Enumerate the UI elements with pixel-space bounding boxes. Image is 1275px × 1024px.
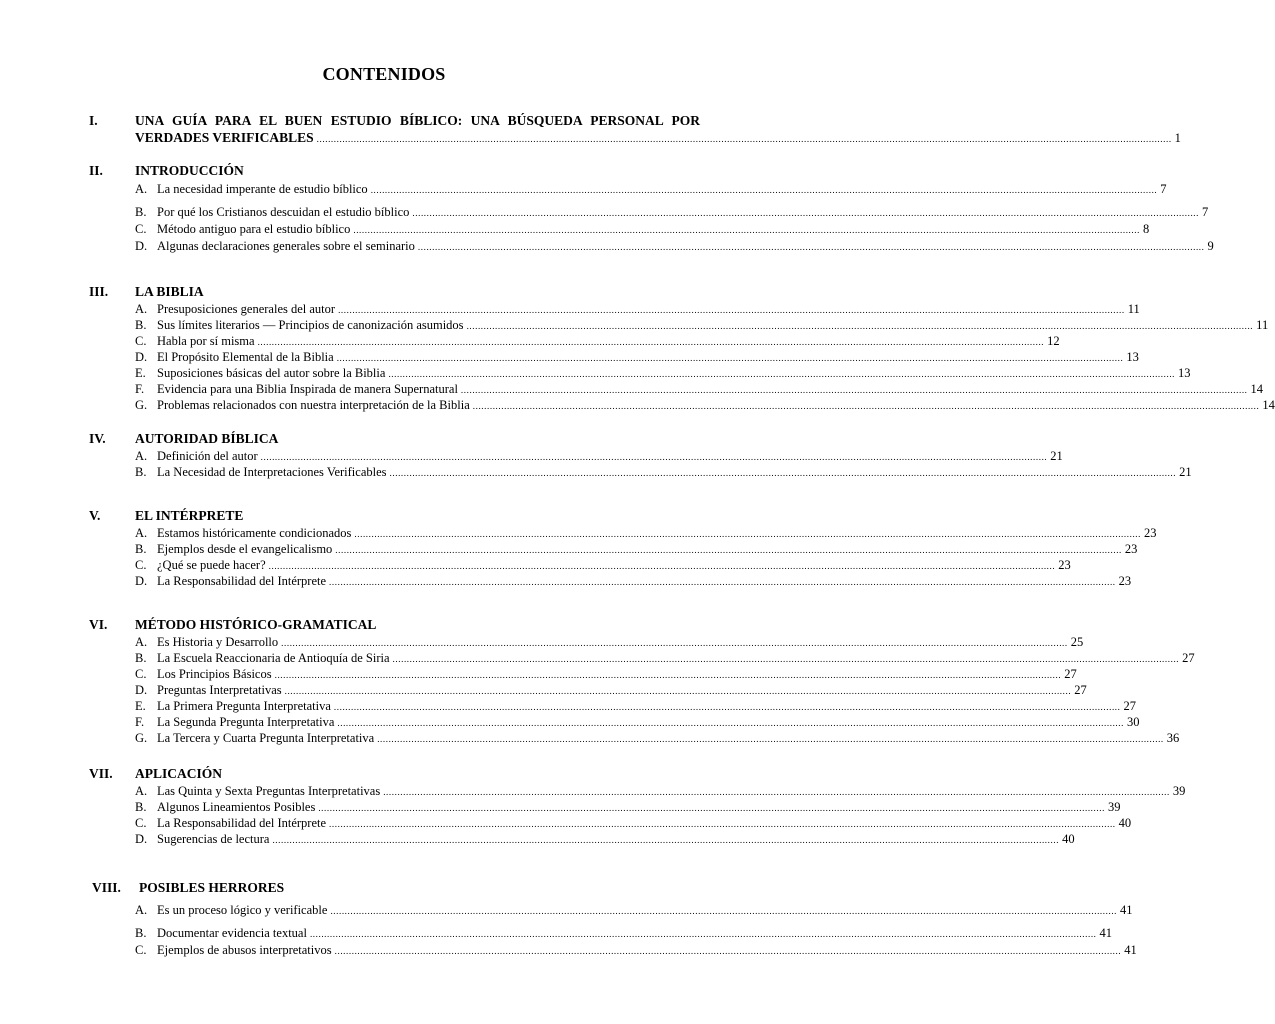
page-number: 13 [1126,350,1139,364]
page-number: 23 [1124,542,1138,556]
entry-text: Ejemplos de abusos interpretativos [157,943,332,957]
entry-text: Por qué los Cristianos descuidan el estudio bíblico [157,205,410,219]
entry-letter: A. [135,449,148,463]
entry-text: Documentar evidencia textual [157,926,307,940]
entry-text: Presuposiciones generales del autor [157,302,336,316]
entry-letter: D. [135,683,148,697]
page-number: 27 [1123,699,1136,713]
page-number: 36 [1166,731,1180,745]
entry-text: El Propósito Elemental de la Biblia [157,350,334,364]
entry-text: ¿Qué se puede hacer? [157,558,266,572]
page-number: 40 [1062,832,1075,846]
page-number: 27 [1074,683,1087,697]
entry-letter: E. [135,699,146,713]
toc-entry[interactable] [135,365,1191,381]
toc-entry[interactable] [135,181,1167,197]
entry-letter: C. [135,558,147,572]
entry-letter: F. [135,715,145,729]
entry-letter: C. [135,816,147,830]
page-number: 23 [1058,558,1071,572]
section-numeral: IV. [89,431,106,446]
entry-text: Método antiguo para el estudio bíblico [157,222,351,236]
page-number: 7 [1202,205,1209,219]
toc-entry[interactable] [135,204,1209,220]
section-numeral: I. [89,113,98,128]
page-number: 27 [1182,651,1195,665]
page-number: 14 [1250,382,1264,396]
toc-entry[interactable] [135,381,1264,397]
toc-entry[interactable] [135,942,1137,958]
entry-letter: E. [135,366,146,380]
entry-text: Sus límites literarios — Principios de canonización asumidos [157,318,464,332]
section-title-line-2: VERDADES VERIFICABLES [135,130,314,145]
toc-entry[interactable] [135,557,1071,573]
toc-entry[interactable] [135,397,1275,413]
page-number: 9 [1207,239,1214,253]
entry-text: Sugerencias de lectura [157,832,270,846]
page-number: 39 [1172,784,1186,798]
entry-text: Es Historia y Desarrollo [157,635,279,649]
section-title-line-1: UNA GUÍA PARA EL BUEN ESTUDIO BÍBLICO: UNA BÚSQUEDA PERSONAL POR [135,113,700,128]
dot-leader [275,667,1062,683]
entry-text: La Tercera y Cuarta Pregunta Interpretativa [157,731,375,745]
entry-letter: C. [135,222,147,236]
toc-entry[interactable] [135,650,1195,666]
section-numeral: VI. [89,617,108,632]
page-number: 1 [1174,131,1181,145]
entry-text: Definición del autor [157,449,258,463]
entry-text: Ejemplos desde el evangelicalismo [157,542,333,556]
page-number: 30 [1126,715,1140,729]
dot-leader [383,784,1170,800]
page-number: 41 [1124,943,1137,957]
dot-leader: ............................................................................................................................................................................................................................................................................................................ [316,134,1172,144]
entry-letter: B. [135,318,147,332]
toc-entry[interactable] [135,221,1150,237]
entry-text: La Escuela Reaccionaria de Antioquía de Siria [157,651,390,665]
dot-leader [393,651,1180,667]
page-number: 12 [1047,334,1060,348]
toc-entry[interactable] [135,925,1113,941]
entry-letter: A. [135,903,148,917]
entry-letter: C. [135,667,147,681]
dot-leader [329,816,1116,832]
dot-leader [330,903,1117,919]
entry-text: Suposiciones básicas del autor sobre la Biblia [157,366,386,380]
section-title: POSIBLES HERRORES [139,880,285,895]
entry-text: Los Principios Básicos [157,667,272,681]
dot-leader [285,683,1072,699]
page-number: 14 [1262,398,1275,412]
page-number: 13 [1178,366,1191,380]
entry-letter: A. [135,784,148,798]
page-number: 27 [1064,667,1077,681]
dot-leader [272,832,1059,848]
toc-entry[interactable] [135,634,1084,650]
toc-entry[interactable] [135,448,1063,464]
section-title: LA BIBLIA [135,284,204,299]
entry-letter: A. [135,302,148,316]
toc-entry[interactable] [135,783,1186,799]
entry-text: Estamos históricamente condicionados [157,526,352,540]
dot-leader [371,182,1158,198]
section-title: EL INTÉRPRETE [135,508,244,523]
page-number: 41 [1120,903,1133,917]
toc-entry[interactable] [135,682,1087,698]
entry-text: La Necesidad de Interpretaciones Verificables [157,465,387,479]
page-number: 23 [1118,574,1132,588]
toc-entry[interactable] [135,698,1136,714]
toc-entry[interactable] [135,573,1132,589]
entry-text: La Primera Pregunta Interpretativa [157,699,331,713]
toc-entry[interactable] [135,317,1269,333]
page-number: 41 [1099,926,1113,940]
section-numeral: VII. [89,766,113,781]
section-title: MÉTODO HISTÓRICO-GRAMATICAL [135,617,377,632]
toc-entry[interactable] [135,902,1133,918]
dot-leader [418,239,1205,255]
section-title: APLICACIÓN [135,766,223,781]
toc-entry[interactable] [135,464,1192,480]
dot-leader [412,205,1199,221]
section-numeral: III. [89,284,109,299]
toc-entry[interactable] [135,525,1157,541]
dot-leader [335,542,1122,558]
entry-text: Es un proceso lógico y verificable [157,903,328,917]
dot-leader [377,731,1164,747]
section-title-line-2-row[interactable] [135,130,1181,146]
entry-text: Preguntas Interpretativas [157,683,282,697]
page-number: 21 [1179,465,1192,479]
section-numeral: V. [89,508,101,523]
page-number: 8 [1142,222,1150,236]
entry-text: Algunas declaraciones generales sobre el seminario [157,239,415,253]
dot-leader [318,800,1105,816]
dot-leader [461,382,1248,398]
entry-letter: F. [135,382,145,396]
dot-leader [338,302,1125,318]
page-number: 21 [1050,449,1063,463]
dot-leader [337,715,1124,731]
toc-entry[interactable] [135,541,1138,557]
toc-entry[interactable] [135,666,1077,682]
dot-leader [353,222,1140,238]
entry-letter: B. [135,926,147,940]
toc-entry[interactable] [135,799,1121,815]
dot-leader [269,558,1056,574]
page-number: 23 [1144,526,1157,540]
entry-letter: A. [135,182,148,196]
page-number: 40 [1118,816,1132,830]
toc-entry[interactable] [135,714,1140,730]
dot-leader [258,334,1045,350]
toc-entry[interactable] [135,831,1075,847]
dot-leader [261,449,1048,465]
dot-leader [334,699,1121,715]
entry-text: Las Quinta y Sexta Preguntas Interpretativas [157,784,381,798]
entry-letter: A. [135,635,148,649]
page-number: 39 [1107,800,1121,814]
entry-letter: C. [135,334,147,348]
entry-letter: D. [135,574,148,588]
entry-letter: G. [135,398,148,412]
entry-letter: G. [135,731,148,745]
page-number: 11 [1127,302,1140,316]
dot-leader [281,635,1068,651]
section-title: AUTORIDAD BÍBLICA [135,431,279,446]
toc-entry[interactable] [135,349,1139,365]
entry-letter: B. [135,651,147,665]
page-number: 11 [1256,318,1269,332]
page-number: 7 [1160,182,1167,196]
entry-text: Algunos Lineamientos Posibles [157,800,316,814]
entry-letter: A. [135,526,148,540]
dot-leader [335,943,1122,959]
entry-text: La Segunda Pregunta Interpretativa [157,715,335,729]
section-numeral: VIII. [92,880,121,895]
dot-leader [329,574,1116,590]
section-numeral: II. [89,163,103,178]
dot-leader [390,465,1177,481]
entry-text: Problemas relacionados con nuestra interpretación de la Biblia [157,398,470,412]
dot-leader [467,318,1254,334]
toc-entry[interactable] [135,730,1180,746]
dot-leader [354,526,1141,542]
entry-letter: B. [135,205,147,219]
entry-letter: D. [135,350,148,364]
entry-letter: C. [135,943,147,957]
toc-entry[interactable] [135,301,1140,317]
entry-text: Evidencia para una Biblia Inspirada de manera Supernatural [157,382,458,396]
entry-text: La necesidad imperante de estudio bíblico [157,182,368,196]
entry-text: Habla por sí misma [157,334,255,348]
dot-leader [310,926,1097,942]
entry-letter: B. [135,465,147,479]
toc-entry[interactable] [135,238,1214,254]
section-title: INTRODUCCIÓN [135,163,244,178]
entry-letter: B. [135,800,147,814]
entry-letter: B. [135,542,147,556]
dot-leader [473,398,1260,414]
entry-text: La Responsabilidad del Intérprete [157,574,327,588]
toc-entry[interactable] [135,333,1060,349]
dot-leader [388,366,1175,382]
entry-letter: D. [135,832,148,846]
dot-leader [337,350,1124,366]
page-number: 25 [1070,635,1084,649]
page-title: CONTENIDOS [322,64,446,84]
toc-entry[interactable] [135,815,1132,831]
entry-letter: D. [135,239,148,253]
entry-text: La Responsabilidad del Intérprete [157,816,327,830]
